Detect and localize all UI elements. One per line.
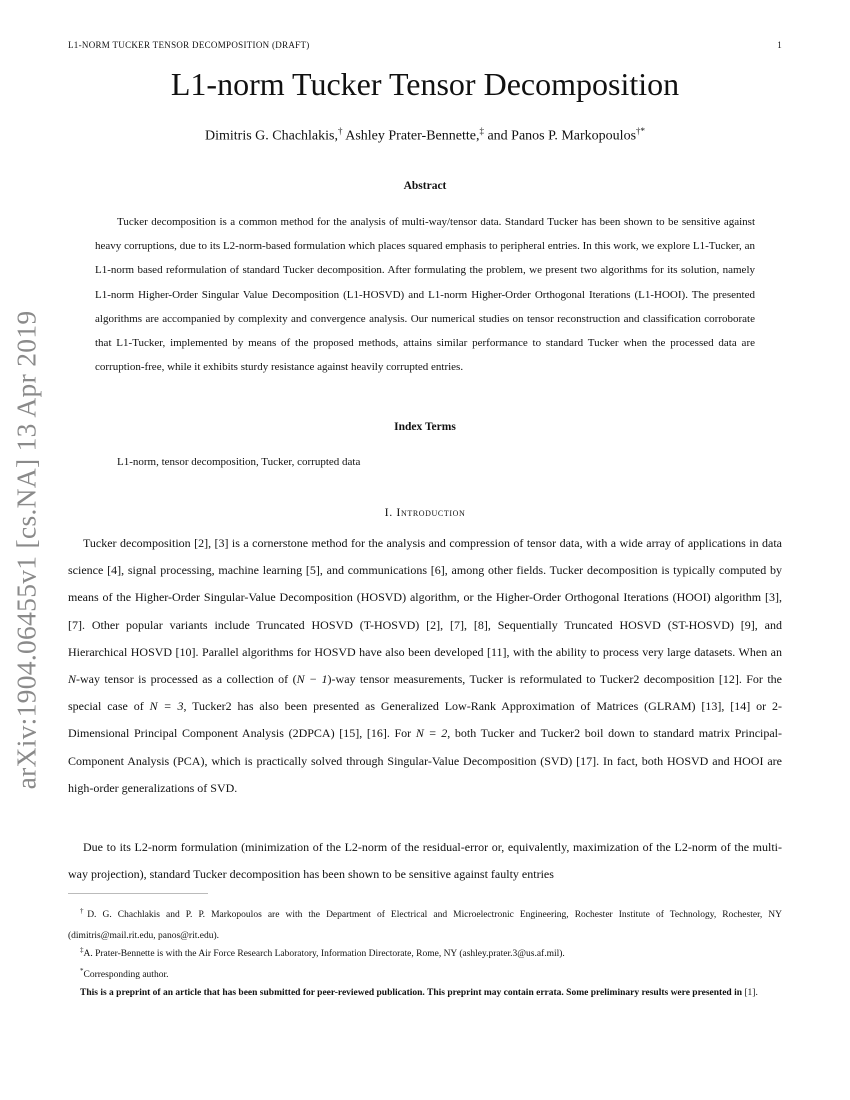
footnote-text: Corresponding author. — [83, 970, 169, 981]
affiliation-mark: † — [337, 126, 343, 136]
section-title: Introduction — [396, 505, 466, 519]
footnote-mark: * — [80, 967, 84, 975]
math-inline: N = 3 — [149, 699, 184, 714]
page-number: 1 — [777, 40, 782, 50]
author-chachlakis: Dimitris G. Chachlakis, — [204, 128, 338, 144]
section-heading-introduction — [68, 505, 782, 520]
footnote-divider — [68, 893, 208, 894]
footnote-text: D. G. Chachlakis and P. P. Markopoulos are with the Department of Electrical and Microelectronic Engineering, Rochester Institute of Technology, Rochester, NY (dimitris@mail.rit.edu, panos@rit.edu). — [68, 910, 783, 942]
index-terms-text: L1-norm, tensor decomposition, Tucker, corrupted data — [117, 456, 361, 468]
footnote-text: A. Prater-Bennette is with the Air Force Research Laboratory, Information Directorate, Rome, NY (ashley.prater.3@us.af.mil). — [83, 949, 565, 960]
math-inline: N − 1 — [296, 672, 328, 687]
affiliation-mark: †* — [636, 126, 646, 136]
author-prater-bennette: Ashley Prater-Bennette, — [345, 128, 480, 144]
arxiv-identifier: arXiv:1904.06455v1 [cs.NA] 13 Apr 2019 — [10, 310, 42, 790]
author-list — [68, 126, 782, 145]
text-run: Tucker decomposition [2], [3] is a cornerstone method for the analysis and compression of tensor data, with a wide array of applications in data science [4], signal processing, machine learning [5], and communications [6], among other fields. Tucker decomposition is typically computed by means of the Higher-Order Singular-Value Decomposition (HOSVD) algorithm, or the Higher-Order Orthogonal Iterations (HOOI) algorithm [3], [7]. Other popular variants include Truncated HOSVD (T-HOSVD) [2], [7], [8], Sequentially Truncated HOSVD (ST-HOSVD) [9], and Hierarchical HOSVD [10]. Parallel algorithms for HOSVD have also been developed [11], with the ability to process very large datasets. When an — [68, 536, 782, 659]
index-terms-heading: Index Terms — [394, 421, 456, 433]
running-title: L1-NORM TUCKER TENSOR DECOMPOSITION (DRAFT) — [68, 40, 310, 50]
text-run: -way tensor is processed as a collection of ( — [76, 672, 297, 687]
intro-paragraph-2: Due to its L2-norm formulation (minimization of the L2-norm of the residual-error or, equivalently, maximization of the L2-norm of the multi-way projection), standard Tucker decomposition has been shown to be sensitive against faulty entries — [68, 840, 782, 882]
abstract-text: Tucker decomposition is a common method for the analysis of multi-way/tensor data. Standard Tucker has been shown to be sensitive against heavy corruptions, due to its L2-norm-based formulation which places squared emphasis to peripheral entries. In this work, we explore L1-Tucker, an L1-norm based reformulation of standard Tucker decomposition. After formulating the problem, we present two algorithms for its solution, namely L1-norm Higher-Order Singular Value Decomposition (L1-HOSVD) and L1-norm Higher-Order Orthogonal Iterations (L1-HOOI). The presented algorithms are accompanied by complexity and convergence analysis. Our numerical studies on tensor reconstruction and classification corroborate that L1-Tucker, implemented by means of the proposed methods, attains similar performance to standard Tucker when the processed data are corruption-free, while it exhibits sturdy resistance against heavily corrupted entries. — [95, 216, 755, 374]
footnote-mark: ‡ — [80, 946, 84, 954]
abstract-heading: Abstract — [403, 180, 447, 192]
affiliation-mark: ‡ — [479, 126, 484, 136]
preprint-notice-text: This is a preprint of an article that has been submitted for peer-reviewed publication. This preprint may contain errata. Some preliminary results were presented in — [80, 988, 742, 998]
preprint-notice — [68, 983, 782, 1004]
math-inline: N = 2 — [415, 726, 448, 741]
paper-title: L1-norm Tucker Tensor Decomposition — [170, 66, 680, 102]
text-run: , Tucker2 has also been presented as Generalized Low-Rank Approximation of Matrices (GLRAM) [13], [14] or 2-Dimensional Principal Component Analysis (2DPCA) [15], [16]. For — [68, 699, 782, 741]
math-inline: N — [68, 672, 77, 687]
arxiv-stamp — [6, 290, 46, 810]
section-number: I. — [384, 505, 393, 519]
text-run: )-way tensor measurements, Tucker is reformulated to Tucker2 decomposition [12]. For the special case of — [68, 672, 783, 714]
footnote-mark: † — [80, 907, 88, 915]
intro-paragraph-1 — [68, 530, 782, 802]
preprint-notice-ref: [1]. — [742, 988, 758, 998]
running-header — [68, 40, 782, 50]
author-markopoulos: and Panos P. Markopoulos — [487, 128, 637, 144]
text-run: , both Tucker and Tucker2 boil down to standard matrix Principal-Component Analysis (PCA), which is practically solved through Singular-Value Decomposition (SVD) [17]. In fact, both HOSVD and HOOI are high-order generalizations of SVD. — [68, 726, 783, 795]
